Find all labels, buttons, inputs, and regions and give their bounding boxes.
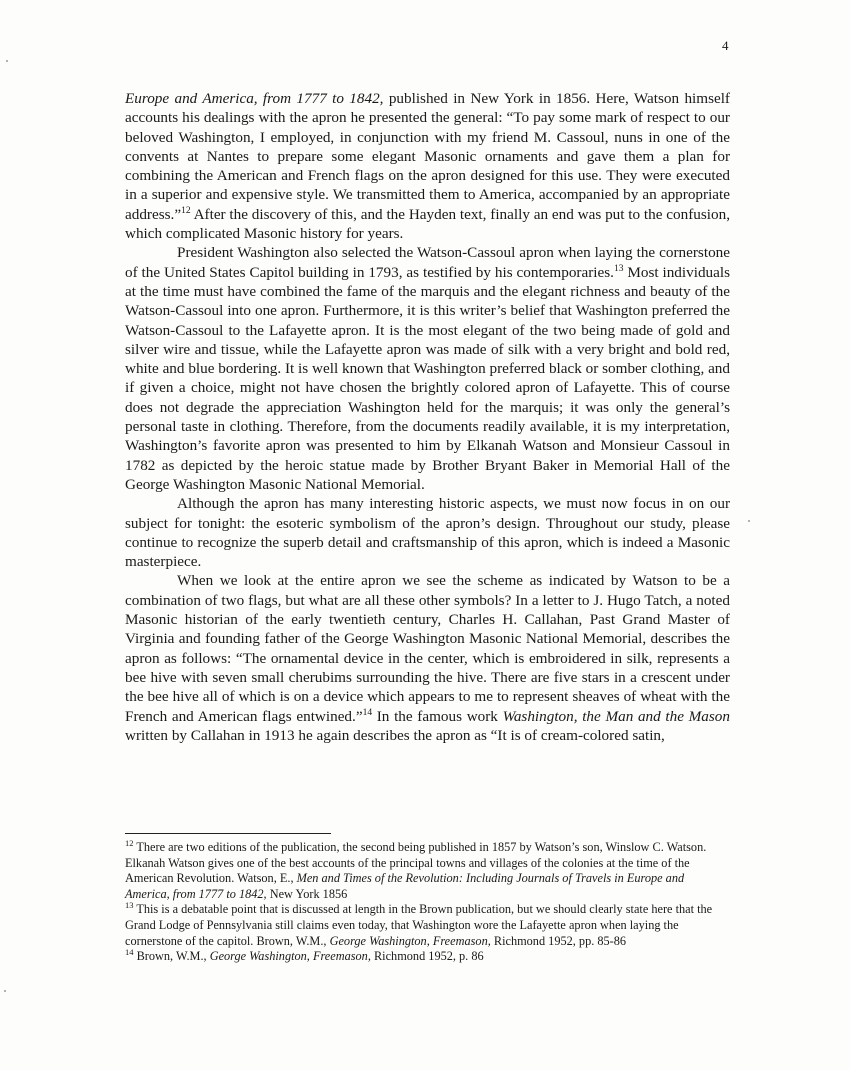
paragraph	[125, 89, 730, 243]
text-run: President Washington also selected the Watson-Cassoul apron when laying the cornerstone of the United States Capitol building in 1793, as testified by his contemporaries.	[125, 244, 730, 281]
text-run: published in New York in 1856. Here, Watson himself accounts his dealings with the apron he presented the general: “To pay some mark of respect to our beloved Washington, I employed, in conjunction with my friend M. Cassoul, nuns in one of the convents at Nantes to prepare some elegant Masonic ornaments and gave them a plan for combining the American and French flags on the apron designed for this use. They were executed in a superior and expensive style. We transmitted them to America, accompanied by an appropriate address.”	[125, 90, 730, 223]
text-run: Europe and America, from 1777 to 1842,	[125, 90, 384, 107]
text-run: Although the apron has many interesting historic aspects, we must now focus in on our subject for tonight: the esoteric symbolism of the apron’s design. Throughout our study, please continue to recognize the superb detail and craftsmanship of this apron, which is indeed a Masonic masterpiece.	[125, 495, 730, 571]
scan-speck	[748, 520, 750, 522]
footnote	[125, 902, 730, 949]
body-text	[125, 89, 730, 745]
text-run: This is a debatable point that is discussed at length in the Brown publication, but we should clearly state here that the Grand Lodge of Pennsylvania still claims even today, that Washington wore the Lafayette apron when laying the cornerstone of the capitol. Brown, W.M.,	[125, 902, 713, 948]
footnote-divider	[125, 833, 331, 834]
text-run: Brown, W.M.,	[133, 949, 210, 964]
footnote-ref-13: 13	[613, 263, 624, 274]
text-run: Men and Times of the Revolution: Including Journals of Travels in Europe and America, from 1777 to 1842,	[125, 871, 685, 901]
page-number: 4	[722, 38, 729, 53]
text-run: Richmond 1952, p. 86	[370, 949, 484, 964]
text-run: Most individuals at the time must have combined the fame of the marquis and the elegant richness and beauty of the Watson-Cassoul into one apron. Furthermore, it is this writer’s belief that Washington preferred the Watson-Cassoul to the Lafayette apron. It is the most elegant of the two being made of gold and silver wire and tissue, while the Lafayette apron was made of silk with a very bright and bold red, white and blue bordering. It is well known that Washington preferred black or somber clothing, and if given a choice, might not have chosen the brightly colored apron of Lafayette. This of course does not degrade the appreciation Washington held for the marquis; it was only the general’s personal taste in clothing. Therefore, from the documents readily available, it is my interpretation, Washington’s favorite apron was presented to him by Elkanah Watson and Monsieur Cassoul in 1782 as depicted by the heroic statue made by Brother Bryant Baker in Memorial Hall of the George Washington Masonic National Memorial.	[125, 263, 730, 493]
footnote-number: 12	[125, 837, 134, 848]
paragraph	[125, 571, 730, 745]
text-run: Richmond 1952, pp. 85-86	[490, 933, 627, 948]
text-run: George Washington, Freemason,	[209, 949, 371, 964]
paragraph	[125, 494, 730, 571]
text-run: There are two editions of the publication, the second being published in 1857 by Watson’s son, Winslow C. Watson. Elkanah Watson gives one of the best accounts of the principal towns and villages of the colonies at the time of the American Revolution. Watson, E.,	[125, 840, 707, 886]
text-run: Washington, the Man and the Mason	[502, 707, 730, 725]
text-run: In the famous work	[372, 707, 503, 725]
scan-speck	[6, 60, 8, 62]
text-run: written by Callahan in 1913 he again describes the apron as “It is of cream-colored satin,	[125, 726, 665, 744]
text-run: After the discovery of this, and the Hayden text, finally an end was put to the confusion, which complicated Masonic history for years.	[125, 205, 730, 243]
footnotes	[125, 837, 730, 965]
text-run: George Washington, Freemason,	[329, 933, 491, 948]
footnote-ref-12: 12	[181, 205, 191, 216]
scan-speck	[4, 990, 6, 992]
paragraph	[125, 243, 730, 494]
footnote	[125, 837, 730, 902]
footnote-number: 13	[125, 900, 134, 911]
footnote-number: 14	[125, 947, 134, 958]
text-run: When we look at the entire apron we see the scheme as indicated by Watson to be a combination of two flags, but what are all these other symbols? In a letter to J. Hugo Tatch, a noted Masonic historian of the early twentieth century, Charles H. Callahan, Past Grand Master of Virginia and founding father of the George Washington Masonic National Memorial, describes the apron as follows: “The ornamental device in the center, which is embroidered in silk, represents a bee hive with seven small cherubims surrounding the hive. There are five stars in a crescent under the bee hive all of which is on a device which appears to me to represent sheaves of wheat with the French and American flags entwined.”	[125, 572, 730, 725]
footnote-ref-14: 14	[362, 707, 373, 718]
text-run: New York 1856	[266, 886, 348, 901]
footnote	[125, 949, 730, 965]
